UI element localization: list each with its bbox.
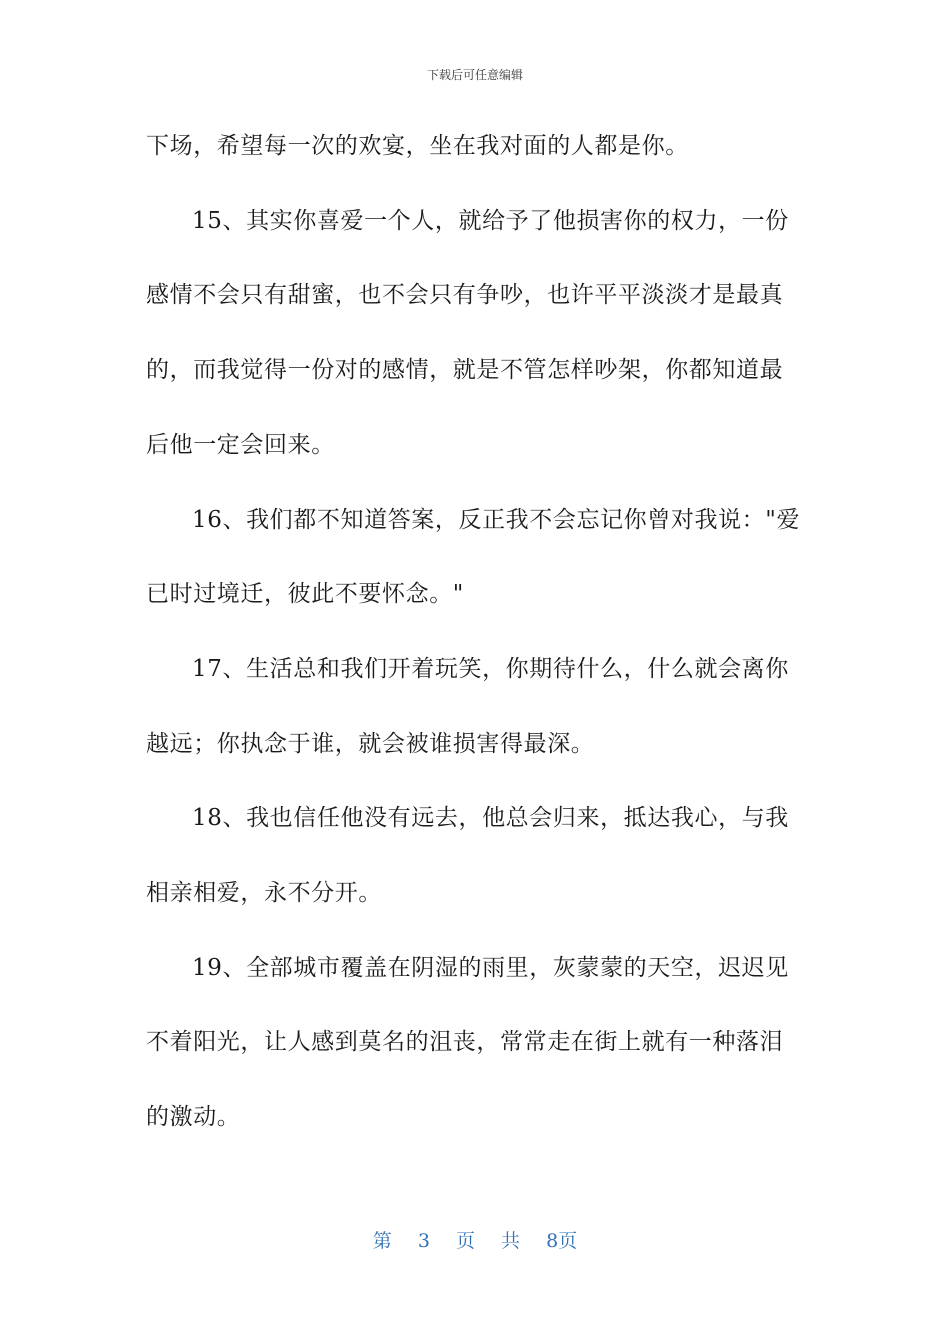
page-header: 下载后可任意编辑 (426, 68, 523, 82)
paragraph-19-line-1: 19、全部城市覆盖在阴湿的雨里，灰蒙蒙的天空，迟迟见 (192, 954, 789, 981)
footer-label-gong: 共 (501, 1230, 521, 1252)
page-footer (0, 1226, 950, 1253)
text-line: 下场，希望每一次的欢宴，坐在我对面的人都是你。 (146, 133, 689, 159)
text-line: 后他一定会回来。 (146, 431, 335, 458)
footer-label-ye: 页 (455, 1230, 475, 1252)
text-line: 已时过境迁，彼此不要怀念。" (146, 581, 464, 608)
footer-current-page: 3 (417, 1230, 430, 1252)
paragraph-18-line-1: 18、我也信任他没有远去，他总会归来，抵达我心，与我 (192, 805, 789, 832)
paragraph-16-line-1: 16、我们都不知道答案，反正我不会忘记你曾对我说："爱 (192, 506, 801, 533)
paragraph-17-line-1: 17、生活总和我们开着玩笑，你期待什么，什么就会离你 (192, 655, 789, 682)
footer-label-di: 第 (372, 1230, 392, 1252)
text-line: 的，而我觉得一份对的感情，就是不管怎样吵架，你都知道最 (146, 357, 784, 384)
footer-total-pages: 8页 (546, 1230, 578, 1252)
text-line: 相亲相爱，永不分开。 (146, 880, 382, 907)
text-line: 感情不会只有甜蜜，也不会只有争吵，也许平平淡淡才是最真 (146, 282, 784, 309)
text-line: 不着阳光，让人感到莫名的沮丧，常常走在街上就有一种落泪 (146, 1029, 784, 1056)
paragraph-15-line-1: 15、其实你喜爱一个人，就给予了他损害你的权力，一份 (192, 207, 789, 234)
document-body (146, 109, 806, 1155)
text-line: 的激动。 (146, 1104, 241, 1131)
text-line: 越远；你执念于谁，就会被谁损害得最深。 (146, 730, 595, 757)
